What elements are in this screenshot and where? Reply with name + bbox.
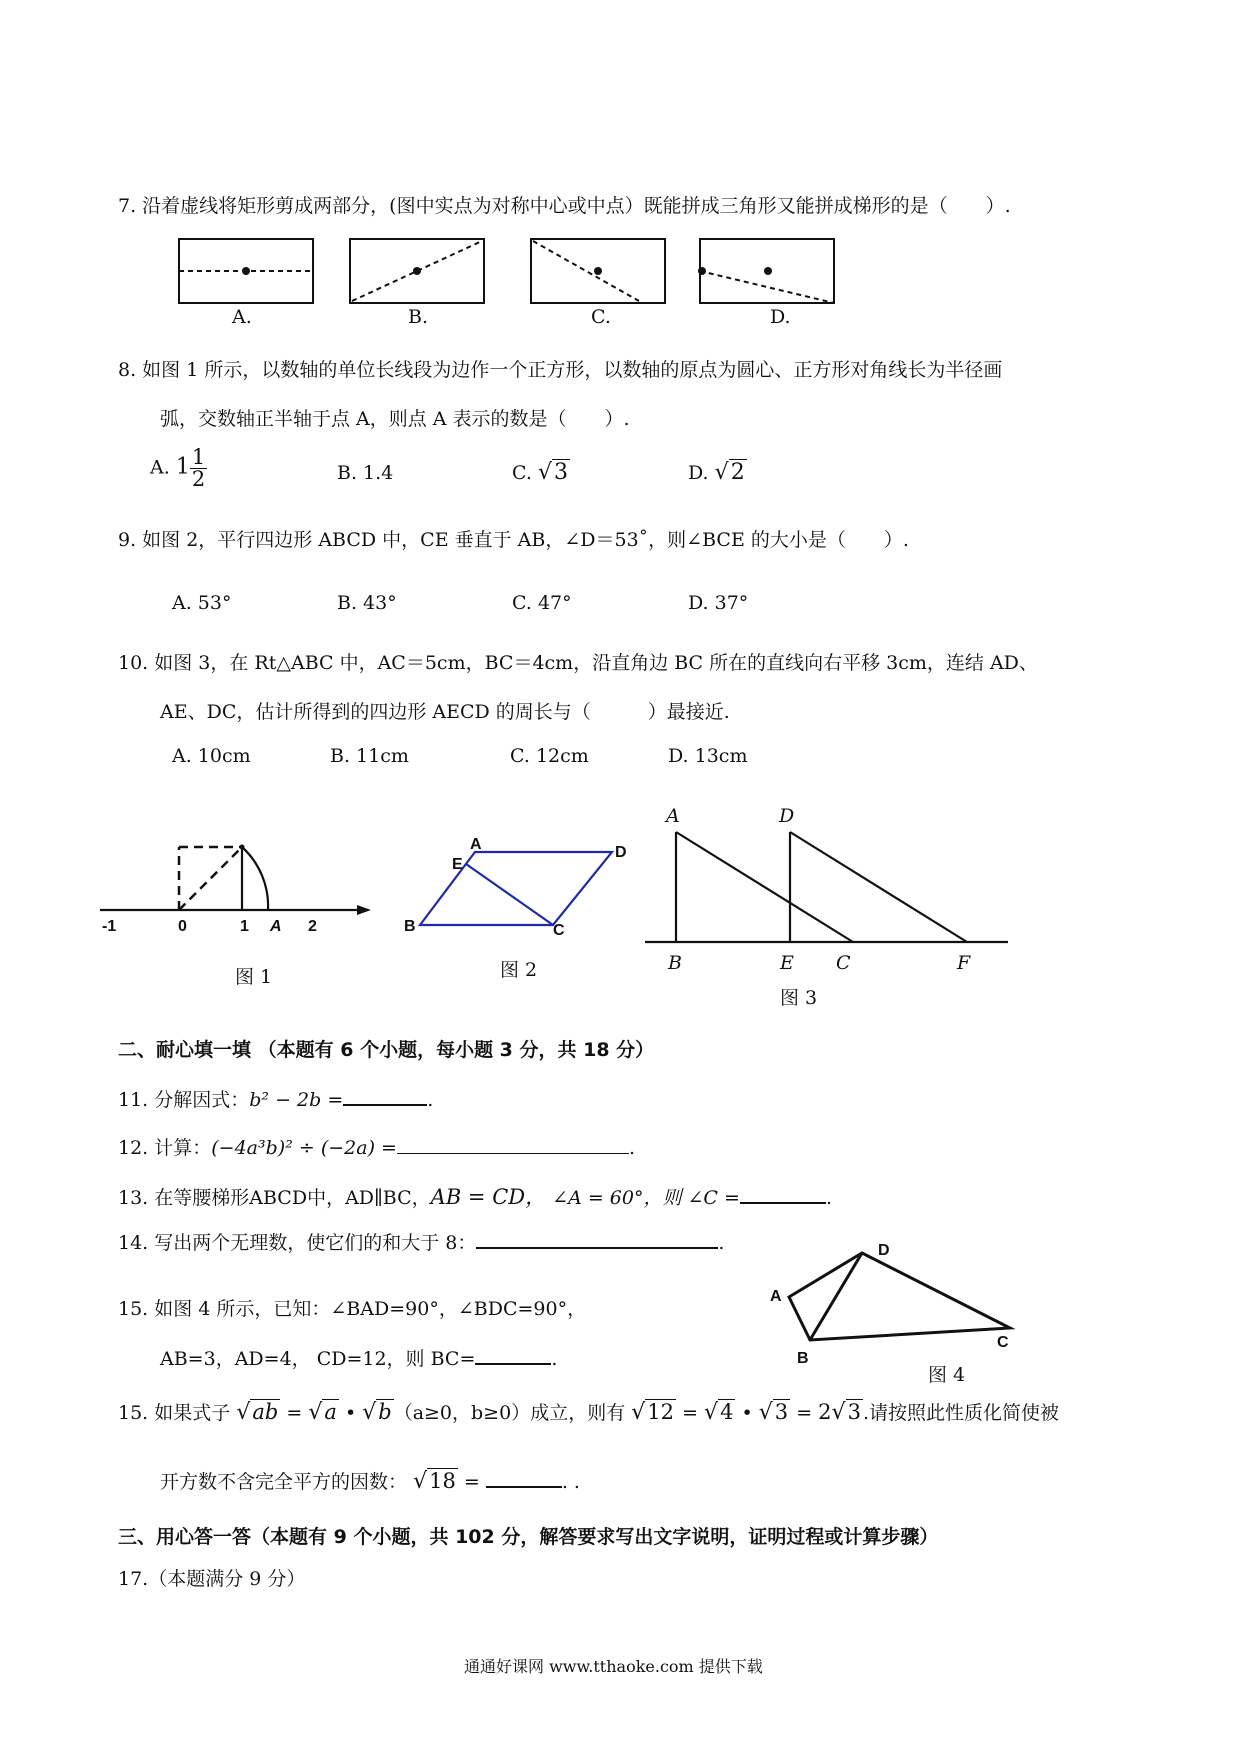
fig4-point-d: D <box>878 1242 890 1259</box>
section-2-heading: 二、耐心填一填 （本题有 6 个小题，每小题 3 分，共 18 分） <box>118 1039 655 1061</box>
q8-option-b: B. 1.4 <box>337 462 394 484</box>
fig4-point-a: A <box>770 1288 782 1305</box>
fig1-tick-1: 1 <box>240 918 249 935</box>
answer-blank-15a[interactable] <box>475 1347 551 1365</box>
question-8-line1: 8. 如图 1 所示，以数轴的单位长线段为边作一个正方形，以数轴的原点为圆心、正方形对角线长为半径画 <box>118 359 1003 381</box>
fig3-point-e: E <box>780 952 794 974</box>
question-17: 17.（本题满分 9 分） <box>118 1568 306 1590</box>
q9-option-a: A. 53° <box>172 592 232 614</box>
fig2-point-b: B <box>404 918 416 935</box>
dash-d <box>700 271 834 303</box>
fig2-caption: 图 2 <box>500 959 538 981</box>
dot-b <box>413 267 421 275</box>
q7-label-d: D. <box>770 306 791 328</box>
q10-option-a: A. 10cm <box>172 745 251 767</box>
answer-blank-12[interactable] <box>397 1137 629 1154</box>
question-11: 11. 分解因式：b² − 2b = . <box>118 1089 434 1111</box>
q9-option-b: B. 43° <box>337 592 397 614</box>
question-14: 14. 写出两个无理数，使它们的和大于 8： . <box>118 1232 725 1254</box>
dot-d-edge <box>698 267 706 275</box>
question-7: 7. 沿着虚线将矩形剪成两部分，(图中实点为对称中心或中点）既能拼成三角形又能拼成梯形的是（ ）. <box>118 195 1011 217</box>
q7-label-b: B. <box>408 306 429 328</box>
page-footer: 通通好课网 www.tthaoke.com 提供下载 <box>464 1657 763 1676</box>
dash-c <box>533 241 639 301</box>
answer-blank-15b[interactable] <box>486 1470 562 1488</box>
section-3-heading: 三、用心答一答（本题有 9 个小题，共 102 分，解答要求写出文字说明，证明过程或计算步骤） <box>118 1526 939 1548</box>
fig3-point-f: F <box>957 952 971 974</box>
figure-4-quadrilateral <box>770 1240 1020 1350</box>
fig3-point-b: B <box>668 952 682 974</box>
question-9: 9. 如图 2，平行四边形 ABCD 中，CE 垂直于 AB，∠D＝53˚，则∠BCE 的大小是（ ）. <box>118 529 909 551</box>
dot-d-center <box>764 267 772 275</box>
fig2-point-c: C <box>553 922 565 939</box>
question-15b-line1: 15. 如果式子 √ab = √a • √b （a≥0，b≥0）成立，则有 √12 = √4 • √3 = 2√3 .请按照此性质化简使被 <box>118 1400 1059 1425</box>
fig2-point-d: D <box>615 844 627 861</box>
figure-1-number-line <box>95 830 375 960</box>
question-8-line2: 弧，交数轴正半轴于点 A，则点 A 表示的数是（ ）. <box>160 408 630 430</box>
figure-3-translated-triangles <box>640 820 1010 950</box>
question-10-line1: 10. 如图 3，在 Rt△ABC 中，AC＝5cm，BC＝4cm，沿直角边 BC 所在的直线向右平移 3cm，连结 AD、 <box>118 652 1038 674</box>
fig4-point-b: B <box>797 1350 809 1367</box>
fig3-caption: 图 3 <box>780 987 818 1009</box>
fig2-point-a: A <box>470 836 482 853</box>
q8-option-d: D. √2 <box>688 460 745 485</box>
fig3-point-a: A <box>666 805 680 827</box>
question-15a-line2: AB=3，AD=4， CD=12，则 BC= . <box>160 1348 558 1370</box>
question-10-line2: AE、DC，估计所得到的四边形 AECD 的周长与（ ）最接近. <box>160 701 730 723</box>
q10-option-b: B. 11cm <box>330 745 409 767</box>
fig1-caption: 图 1 <box>235 966 273 988</box>
question-12: 12. 计算：(−4a³b)² ÷ (−2a) = . <box>118 1137 635 1159</box>
answer-blank-11[interactable] <box>343 1088 427 1106</box>
q7-label-c: C. <box>591 306 611 328</box>
q10-option-c: C. 12cm <box>510 745 589 767</box>
fraction-one-half: $\frac{1}{2}$ <box>191 445 206 491</box>
question-15a-line1: 15. 如图 4 所示，已知：∠BAD=90°，∠BDC=90°， <box>118 1298 587 1320</box>
q7-label-a: A. <box>232 306 252 328</box>
q8-option-a: A. 1 $\frac{1}{2}$ <box>150 445 206 491</box>
question-13: 13. 在等腰梯形ABCD中，AD∥BC，AB = CD， ∠A = 60°，则 ∠C = . <box>118 1185 832 1209</box>
question-15b-line2: 开方数不含完全平方的因数： √18 = . . <box>160 1469 580 1494</box>
q7-rectangles-figure <box>170 230 850 328</box>
q9-option-d: D. 37° <box>688 592 749 614</box>
fig1-tick-0: 0 <box>178 918 187 935</box>
fig1-point-a: A <box>270 918 282 935</box>
q8-option-c: C. √3 <box>512 460 568 485</box>
fig2-point-e: E <box>452 856 463 873</box>
q9-option-c: C. 47° <box>512 592 572 614</box>
answer-blank-13[interactable] <box>740 1186 826 1204</box>
dot-c <box>594 267 602 275</box>
fig3-point-c: C <box>836 952 851 974</box>
dot-a <box>242 267 250 275</box>
fig4-point-c: C <box>997 1334 1009 1351</box>
answer-blank-14[interactable] <box>476 1231 718 1249</box>
figure-2-parallelogram <box>400 830 620 940</box>
q10-option-d: D. 13cm <box>668 745 748 767</box>
fig3-point-d: D <box>779 805 795 827</box>
fig4-caption: 图 4 <box>928 1364 966 1386</box>
fig1-tick-2: 2 <box>308 918 317 935</box>
fig1-tick-neg1: -1 <box>102 918 117 935</box>
